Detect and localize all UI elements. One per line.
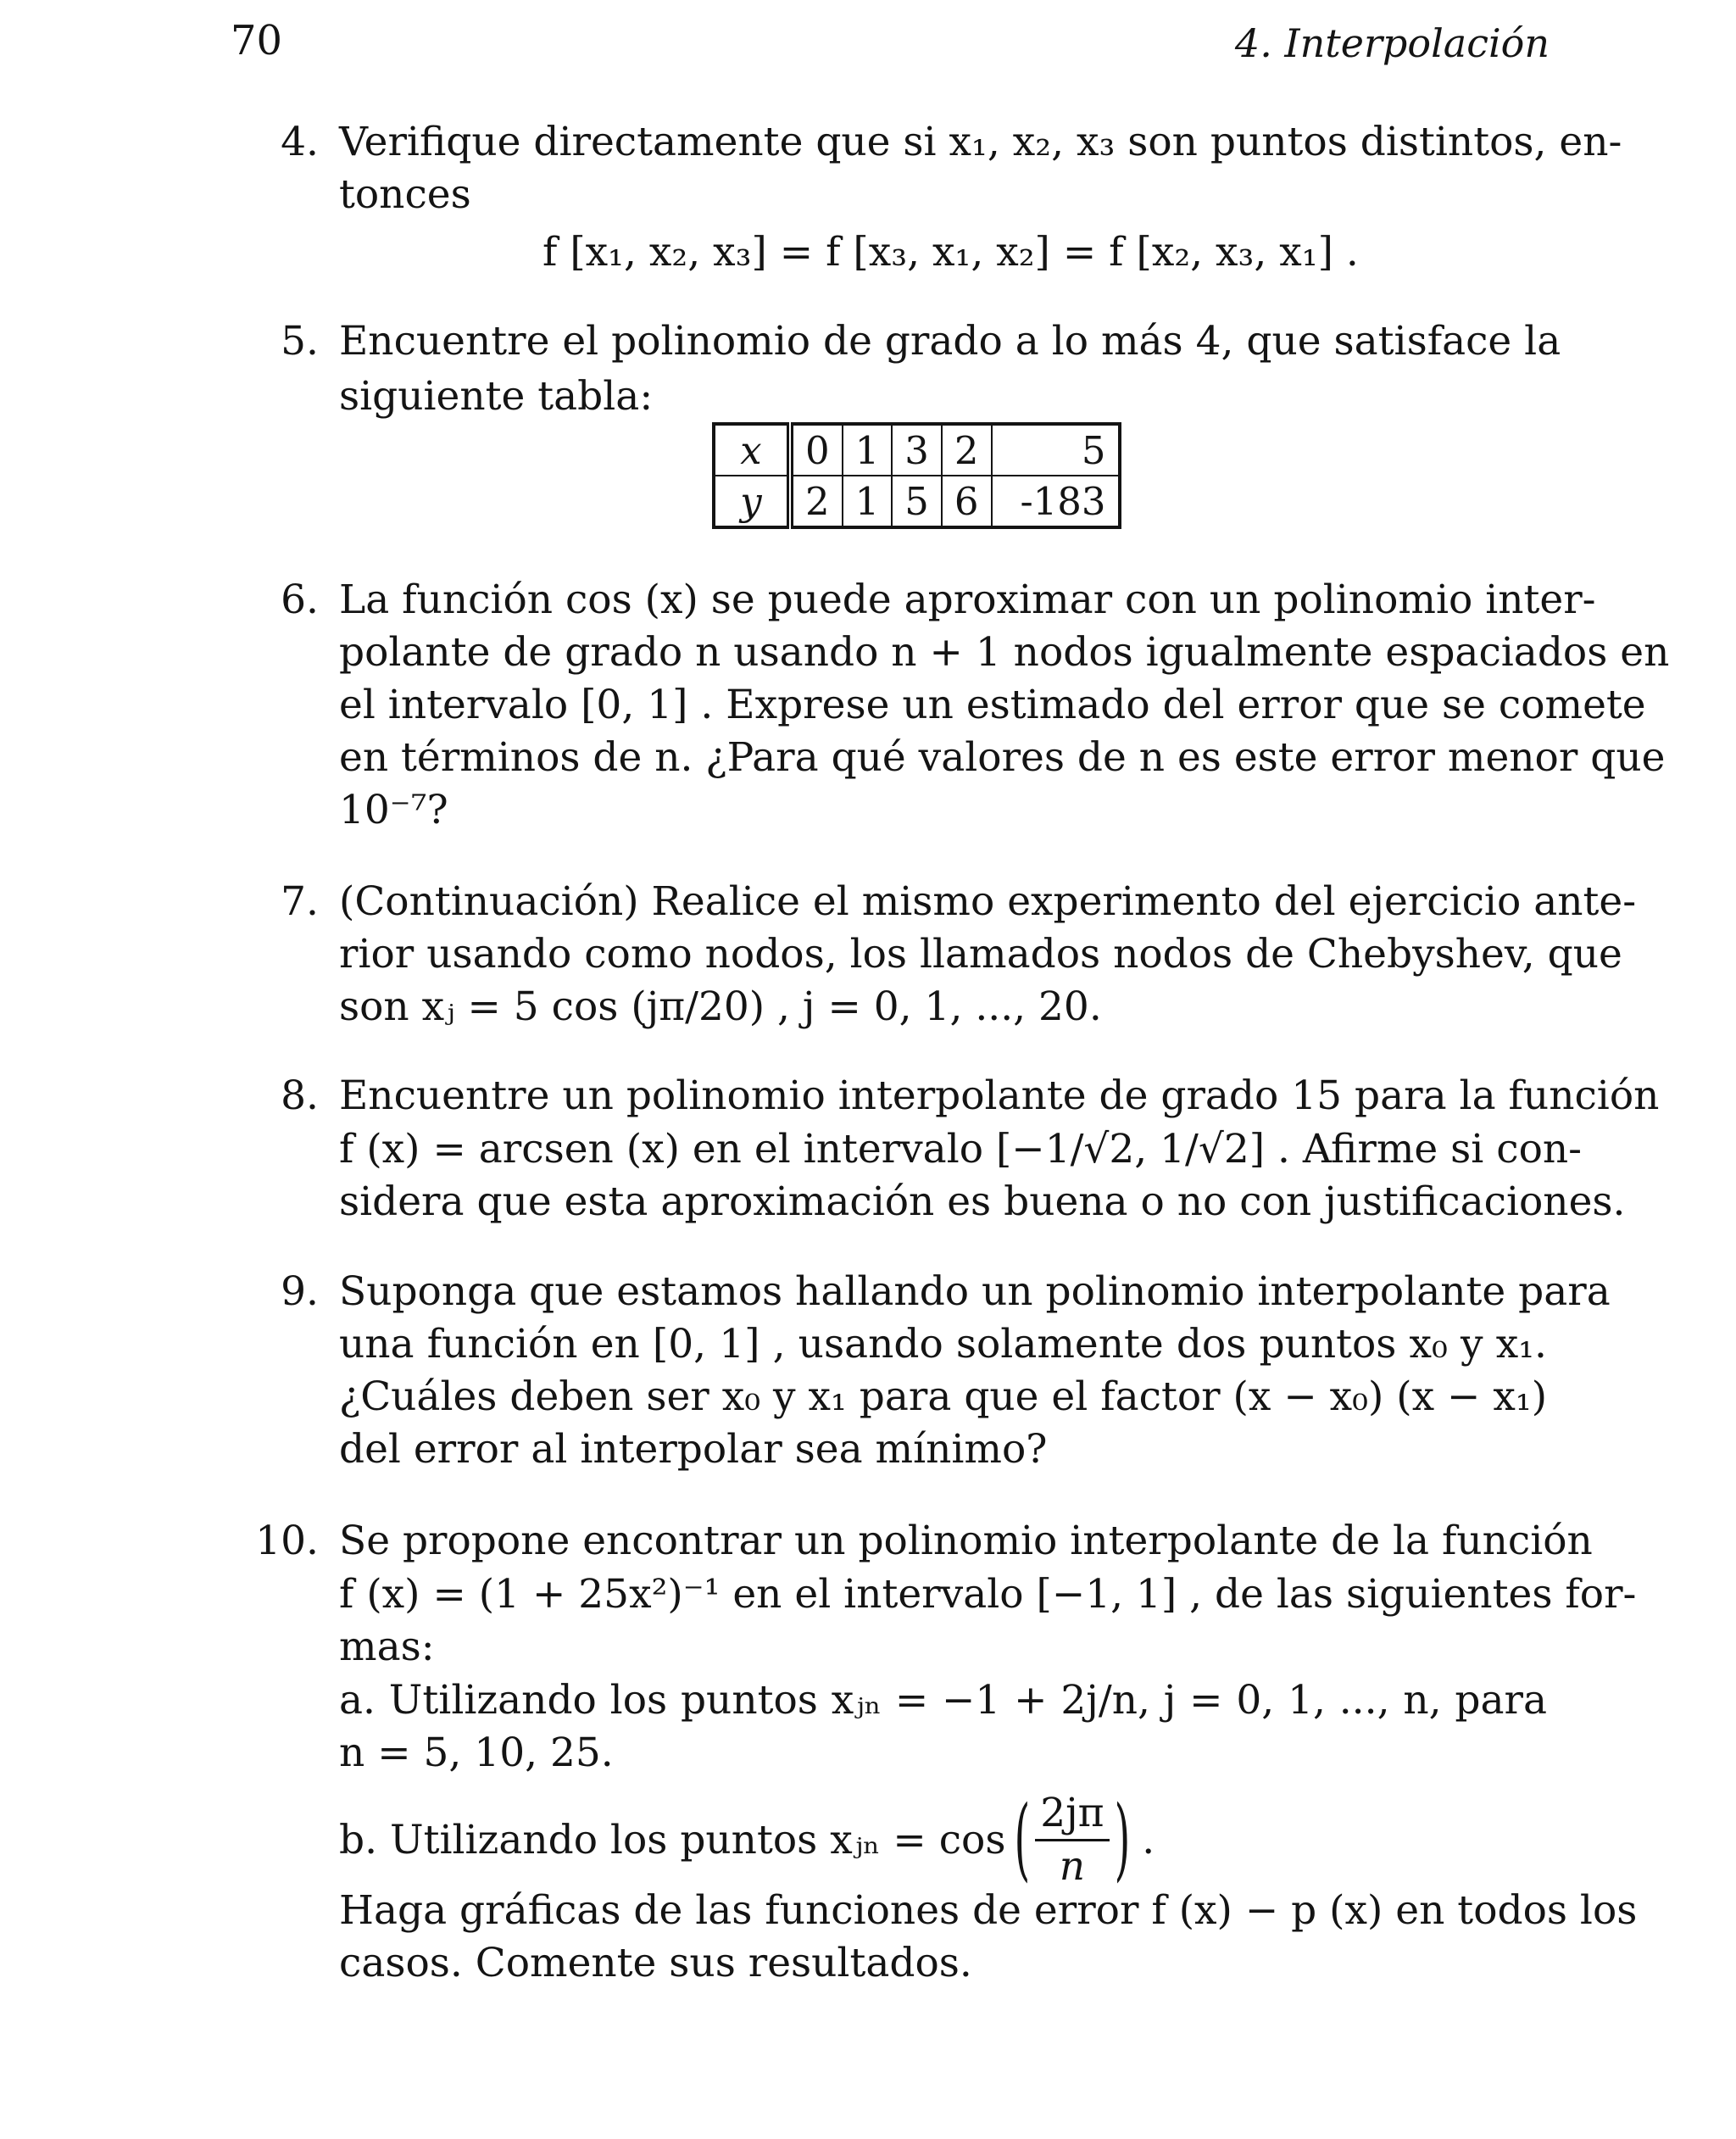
- exercise-4-line-1: Verifique directamente que si x₁, x₂, x₃ son puntos distintos, en-: [339, 119, 1622, 165]
- exercise-6-line-3: el intervalo [0, 1] . Exprese un estimado del error que se comete: [339, 682, 1646, 728]
- exercise-10-part-b-prefix: b. Utilizando los puntos xⱼₙ = cos: [339, 1816, 1006, 1863]
- fraction: [1035, 1788, 1109, 1892]
- table-row: [714, 476, 1120, 527]
- left-paren: (: [1014, 1787, 1031, 1892]
- table-cell: 1: [843, 424, 893, 476]
- exercise-6-line-5: 10⁻⁷?: [339, 787, 448, 833]
- right-paren: ): [1114, 1787, 1131, 1892]
- exercise-10-number: 10.: [255, 1518, 319, 1564]
- exercise-7-line-1: (Continuación) Realice el mismo experimento del ejercicio ante-: [339, 878, 1637, 925]
- exercise-10-part-a-line-2: n = 5, 10, 25.: [339, 1730, 614, 1776]
- exercise-9-line-4: del error al interpolar sea mínimo?: [339, 1426, 1048, 1473]
- exercise-5-number: 5.: [281, 318, 319, 365]
- exercise-10-line-3: mas:: [339, 1624, 435, 1670]
- period: .: [1142, 1816, 1155, 1863]
- table-cell: -183: [992, 476, 1120, 527]
- exercise-9-line-1: Suponga que estamos hallando un polinomio interpolante para: [339, 1268, 1611, 1315]
- exercise-6-number: 6.: [281, 577, 319, 623]
- exercise-7-number: 7.: [281, 878, 319, 925]
- exercise-4-equation: f [x₁, x₂, x₃] = f [x₃, x₁, x₂] = f [x₂, x₃, x₁] .: [542, 229, 1359, 276]
- exercise-10-line-2: f (x) = (1 + 25x²)⁻¹ en el intervalo [−1, 1] , de las siguientes for-: [339, 1571, 1637, 1618]
- table-cell: 1: [843, 476, 893, 527]
- exercise-10-line-4: Haga gráficas de las funciones de error f (x) − p (x) en todos los: [339, 1887, 1638, 1934]
- exercise-6-line-1: La función cos (x) se puede aproximar con un polinomio inter-: [339, 577, 1596, 623]
- exercise-9-number: 9.: [281, 1268, 319, 1315]
- exercise-6-line-4: en términos de n. ¿Para qué valores de n es este error menor que: [339, 734, 1666, 781]
- exercise-9-line-2: una función en [0, 1] , usando solamente dos puntos x₀ y x₁.: [339, 1321, 1547, 1368]
- table-row: [714, 424, 1120, 476]
- fraction-denominator: n: [1059, 1842, 1086, 1890]
- chapter-title: 4. Interpolación: [1234, 20, 1550, 66]
- table-cell: 5: [892, 476, 942, 527]
- table-cell: 3: [892, 424, 942, 476]
- exercise-6-line-2: polante de grado n usando n + 1 nodos igualmente espaciados en: [339, 629, 1670, 676]
- exercise-10-part-a-line-1: a. Utilizando los puntos xⱼₙ = −1 + 2j/n, j = 0, 1, ..., n, para: [339, 1677, 1547, 1724]
- table-header-x: x: [714, 424, 790, 476]
- exercise-7-line-2: rior usando como nodos, los llamados nodos de Chebyshev, que: [339, 931, 1622, 978]
- exercise-10-line-5: casos. Comente sus resultados.: [339, 1940, 972, 1986]
- table-header-y: y: [714, 476, 790, 527]
- exercise-8-line-3: sidera que esta aproximación es buena o no con justificaciones.: [339, 1178, 1626, 1225]
- exercise-8-line-2: f (x) = arcsen (x) en el intervalo [−1/√2, 1/√2] . Afirme si con-: [339, 1126, 1583, 1173]
- table-cell: 2: [942, 424, 992, 476]
- exercise-7-line-3: son xⱼ = 5 cos (jπ/20) , j = 0, 1, ..., 20.: [339, 983, 1102, 1030]
- exercise-10-part-b: [339, 1780, 1155, 1899]
- fraction-numerator: 2jπ: [1035, 1788, 1109, 1841]
- table-cell: 2: [790, 476, 843, 527]
- exercise-5-line-2: siguiente tabla:: [339, 373, 654, 420]
- exercise-5-line-1: Encuentre el polinomio de grado a lo más 4, que satisface la: [339, 318, 1561, 365]
- data-table: [712, 422, 1121, 529]
- exercise-8-line-1: Encuentre un polinomio interpolante de grado 15 para la función: [339, 1072, 1660, 1119]
- exercise-10-line-1: Se propone encontrar un polinomio interpolante de la función: [339, 1518, 1593, 1564]
- exercise-9-line-3: ¿Cuáles deben ser x₀ y x₁ para que el factor (x − x₀) (x − x₁): [339, 1373, 1548, 1420]
- table-cell: 6: [942, 476, 992, 527]
- exercise-4-line-2: tonces: [339, 171, 471, 218]
- exercise-8-number: 8.: [281, 1072, 319, 1119]
- table-cell: 0: [790, 424, 843, 476]
- exercise-4-number: 4.: [281, 119, 319, 165]
- table-cell: 5: [992, 424, 1120, 476]
- page-number: 70: [231, 17, 283, 64]
